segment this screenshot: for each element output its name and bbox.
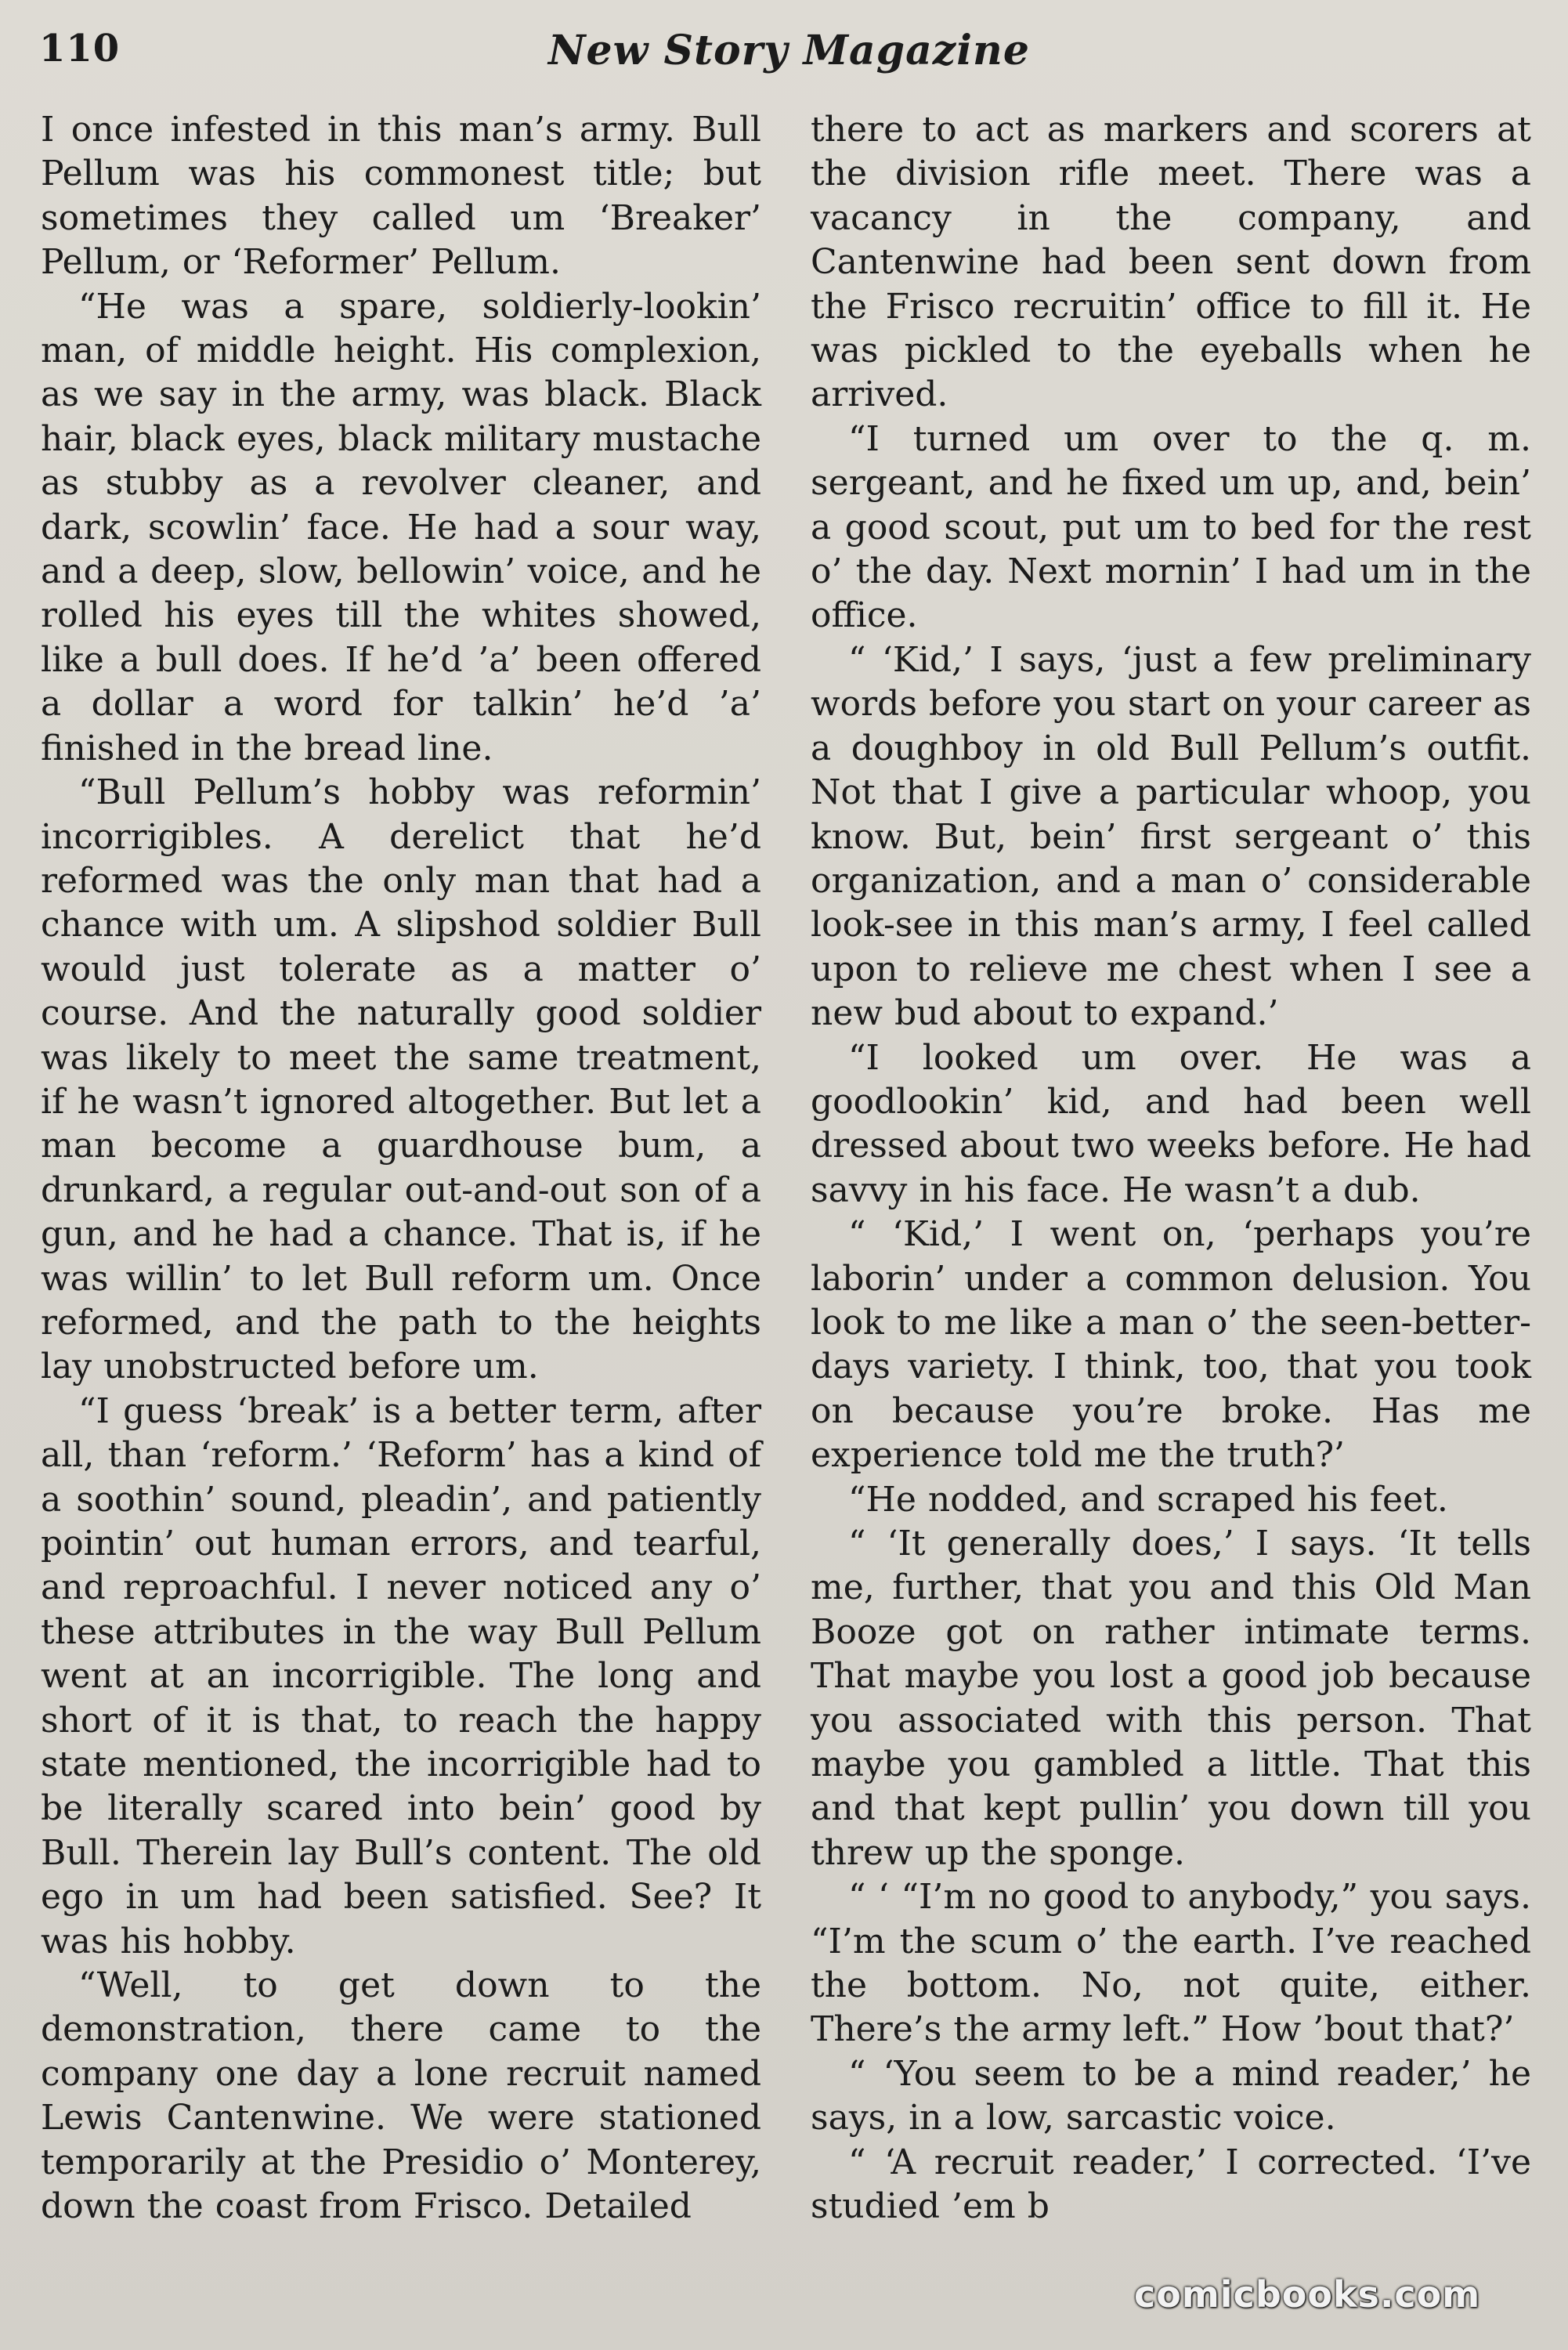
page-number: 110 [39, 27, 121, 70]
paragraph: “I turned um over to the q. m. sergeant, and he fixed um up, and, bein’ a good scout, put um to bed for the rest o’ the day. Next mornin’ I had um in the office. [811, 418, 1531, 636]
paragraph: “ ‘Kid,’ I says, ‘just a few preliminary words before you start on your career as a doughboy in old Bull Pellum’s outfit. Not that I give a particular whoop, you know. But, bein’ first sergeant o’ this organization, and a man o’ considerable look-see in this man’s army, I feel called upon to relieve me chest when I see a new bud about to expand.’ [811, 639, 1531, 1034]
paragraph: “ ‘You seem to be a mind reader,’ he says, in a low, sarcastic voice. [811, 2053, 1531, 2138]
paragraph: “He was a spare, soldierly-lookin’ man, of middle height. His complexion, as we say in the army, was black. Black hair, black eyes, black military mustache as stubby as a revolver cleaner, and dark, scowlin’ face. He had a sour way, and a deep, slow, bellowin’ voice, and he rolled his eyes till the whites showed, like a bull does. If he’d ’a’ been offered a dollar a word for talkin’ he’d ’a’ finished in the bread line. [41, 286, 761, 768]
paragraph: I once infested in this man’s army. Bull Pellum was his commonest title; but sometimes they called um ‘Breaker’ Pellum, or ‘Reformer’ Pellum. [41, 110, 761, 283]
right-column [811, 108, 1531, 2229]
paragraph: “I guess ‘break’ is a better term, after all, than ‘reform.’ ‘Reform’ has a kind of a soothin’ sound, pleadin’, and patiently pointin’ out human errors, and tearful, and reproachful. I never noticed any o’ these attributes in the way Bull Pellum went at an incorrigible. The long and short of it is that, to reach the happy state mentioned, the incorrigible had to be literally scared into bein’ good by Bull. Therein lay Bull’s content. The old ego in um had been satisfied. See? It was his hobby. [41, 1390, 761, 1961]
left-column [41, 108, 761, 2229]
paragraph: “Well, to get down to the demonstration, there came to the company one day a lone recruit named Lewis Cantenwine. We were stationed temporarily at the Presidio o’ Monterey, down the coast from Frisco. Detailed [41, 1965, 761, 2227]
site-watermark: comicbooks.com [1134, 2273, 1481, 2316]
paragraph: “Bull Pellum’s hobby was reformin’ incorrigibles. A derelict that he’d reformed was the only man that had a chance with um. A slipshod soldier Bull would just tolerate as a matter o’ course. And the naturally good soldier was likely to meet the same treatment, if he wasn’t ignored altogether. But let a man become a guardhouse bum, a drunkard, a regular out-and-out son of a gun, and he had a chance. That is, if he was willin’ to let Bull reform um. Once reformed, and the path to the heights lay unobstructed before um. [41, 772, 761, 1387]
magazine-title: New Story Magazine [548, 27, 1030, 74]
page-header [39, 27, 1527, 83]
paragraph: “He nodded, and scraped his feet. [848, 1479, 1448, 1520]
paragraph: “ ‘ “I’m no good to anybody,” you says. “I’m the scum o’ the earth. I’ve reached the bottom. No, not quite, either. There’s the army left.” How ’bout that?’ [811, 1877, 1531, 2050]
paragraph: “ ‘Kid,’ I went on, ‘perhaps you’re laborin’ under a common delusion. You look to me like a man o’ the seen-better-days variety. I think, too, that you took on because you’re broke. Has me experience told me the truth?’ [811, 1214, 1531, 1476]
paragraph: “ ‘A recruit reader,’ I corrected. ‘I’ve studied ’em b [811, 2142, 1531, 2227]
paragraph: “ ‘It generally does,’ I says. ‘It tells me, further, that you and this Old Man Booze got on rather intimate terms. That maybe you lost a good job because you associated with this person. That maybe you gambled a little. That this and that kept pullin’ you down till you threw up the sponge. [811, 1524, 1531, 1873]
paragraph: there to act as markers and scorers at the division rifle meet. There was a vacancy in the company, and Cantenwine had been sent down from the Frisco recruitin’ office to fill it. He was pickled to the eyeballs when he arrived. [811, 110, 1531, 415]
paragraph: “I looked um over. He was a goodlookin’ kid, and had been well dressed about two weeks before. He had savvy in his face. He wasn’t a dub. [811, 1037, 1531, 1210]
